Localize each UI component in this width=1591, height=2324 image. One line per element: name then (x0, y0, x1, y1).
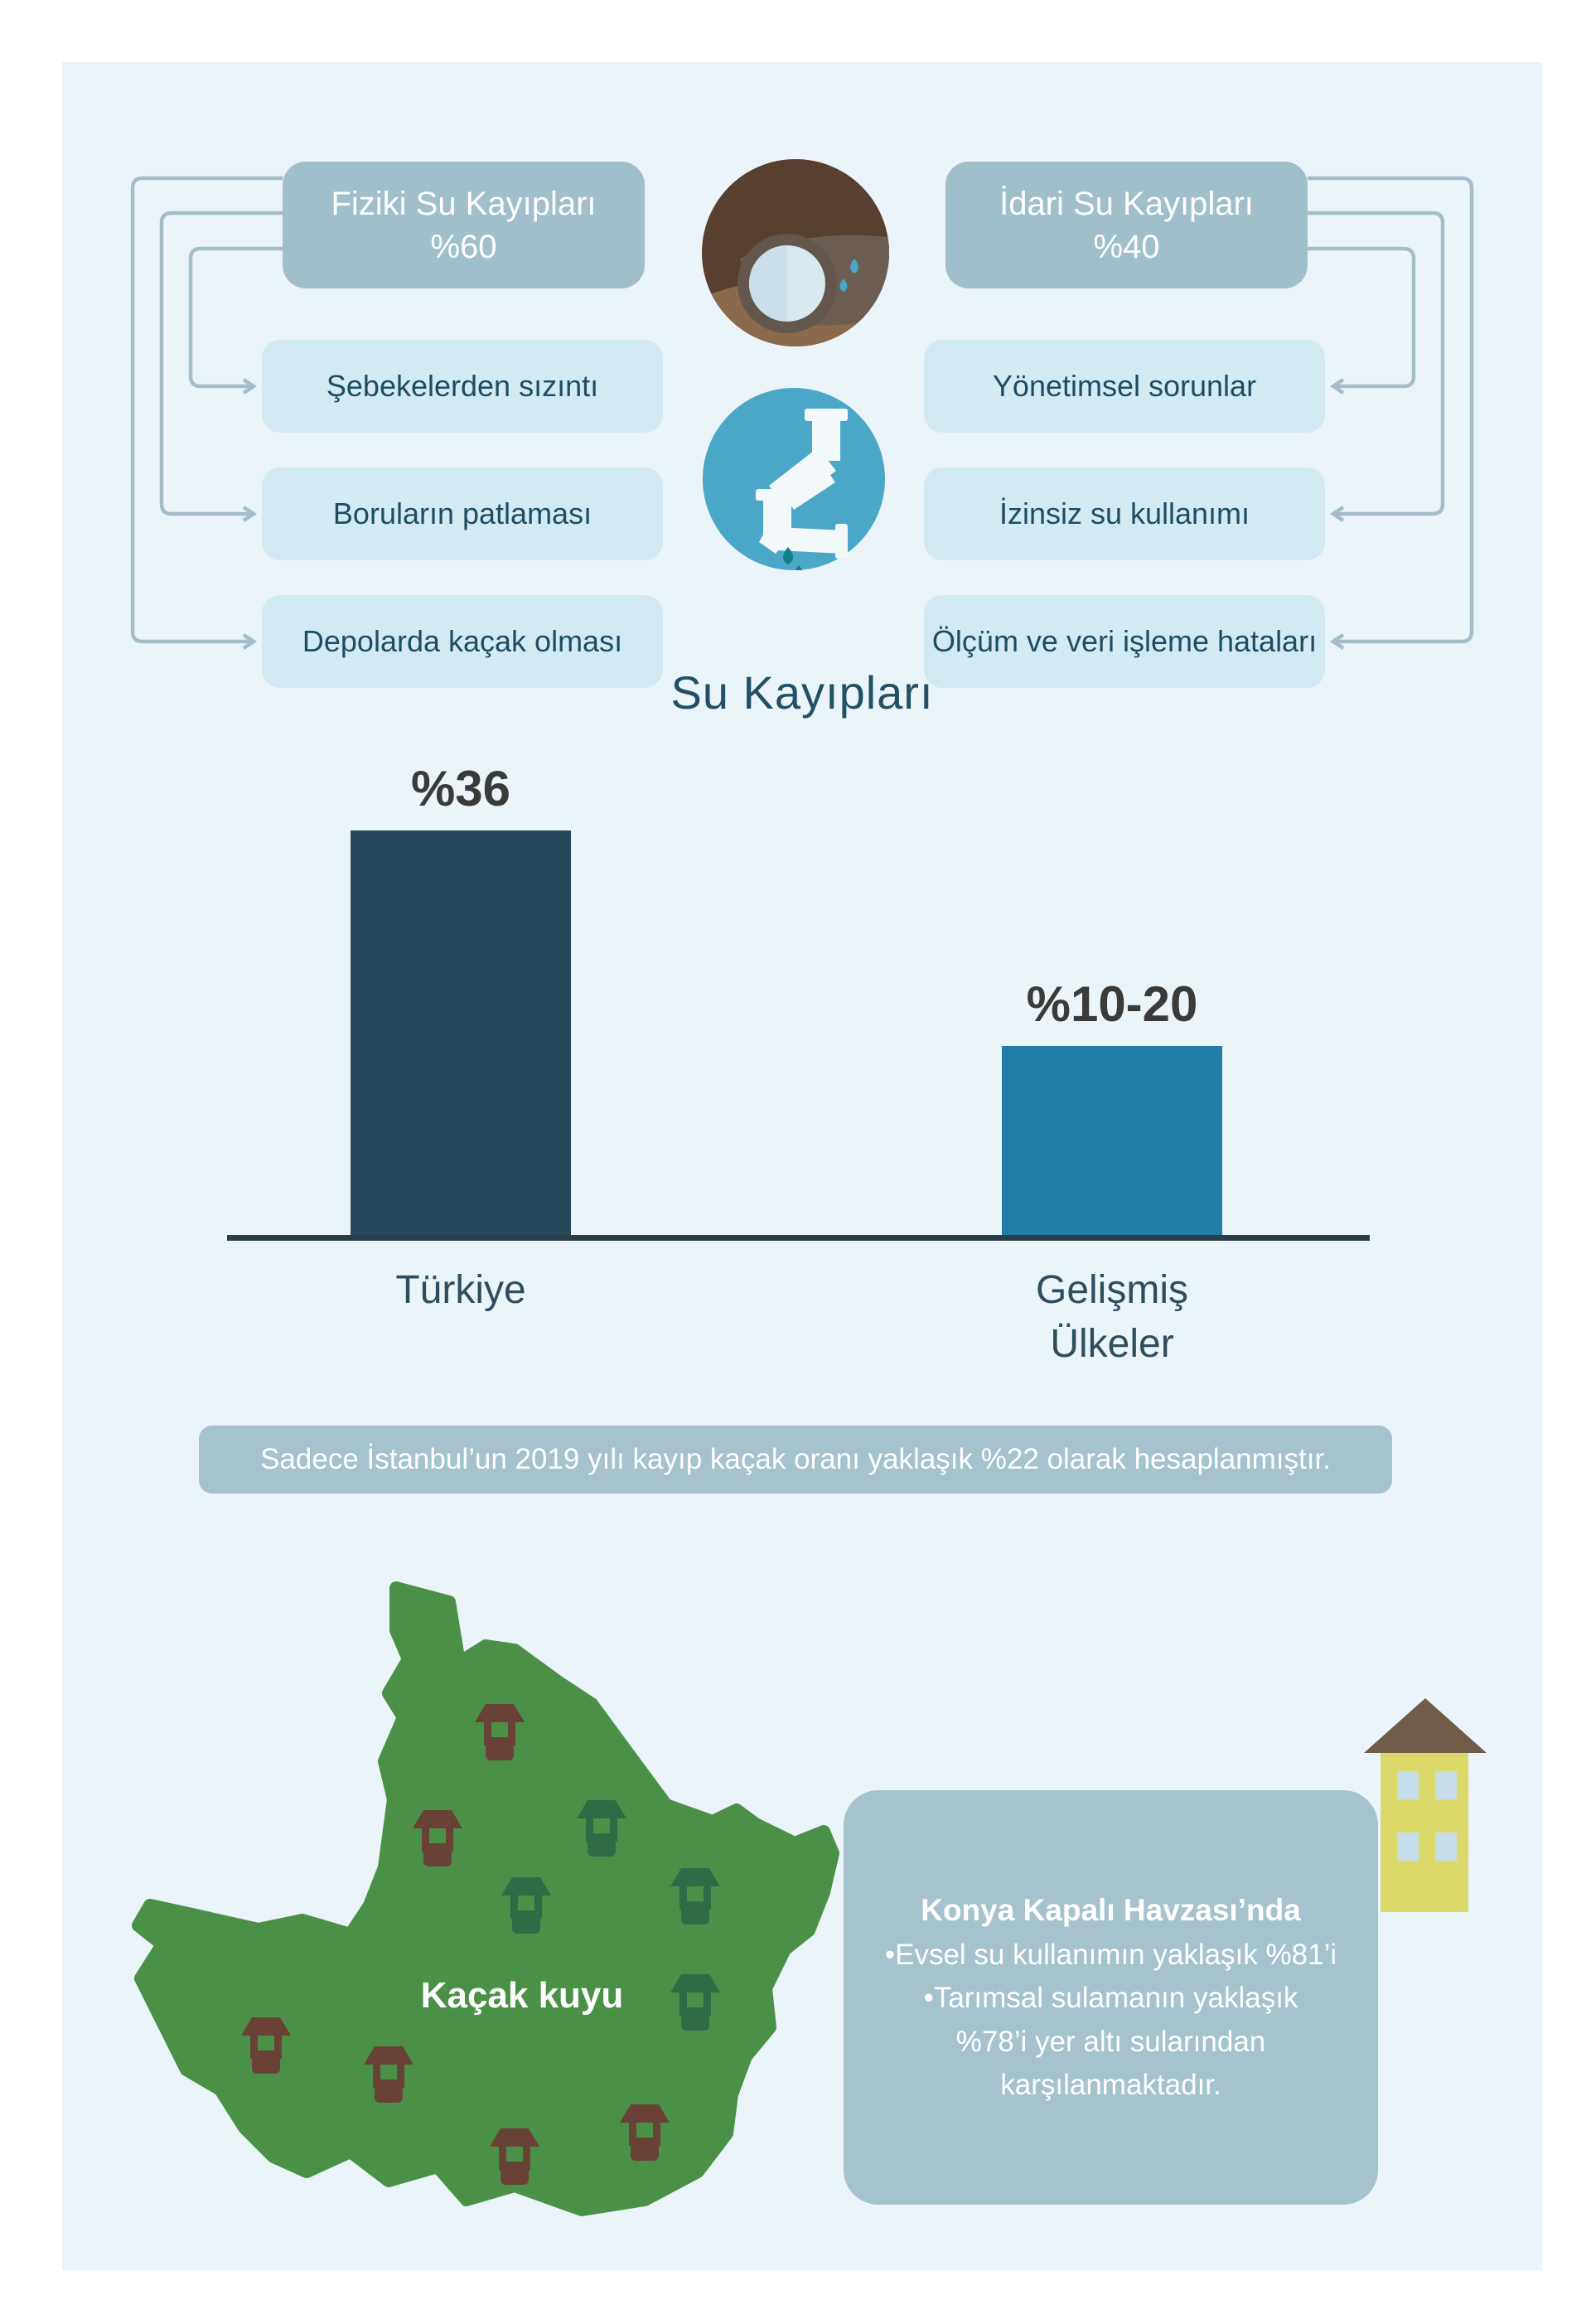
category-label-turkiye (287, 1264, 635, 1318)
administrative-losses-header (945, 162, 1308, 288)
admin-item-unauthorized-use (924, 467, 1325, 560)
category-text: Ülkeler (1050, 1321, 1174, 1366)
bracket-left-outer (133, 178, 283, 642)
bar-turkiye (351, 830, 571, 1238)
info-box-line: %78’i yer altı sularından karşılanmaktadır. (955, 2025, 1266, 2102)
arrow-right-icon (244, 507, 254, 520)
physical-losses-title: Fiziki Su Kayıpları (331, 185, 597, 222)
arrow-right-icon (244, 380, 254, 393)
physical-losses-header (283, 162, 645, 288)
administrative-losses-title: İdari Su Kayıpları (999, 185, 1254, 222)
physical-losses-value: %60 (430, 228, 497, 265)
item-label: Yönetimsel sorunlar (992, 369, 1257, 403)
illegal-well-label: Kaçak kuyu (420, 1975, 624, 2016)
arrow-left-icon (1333, 635, 1343, 648)
istanbul-note-banner (199, 1426, 1392, 1494)
chart-title: Su Kayıpları (670, 666, 934, 719)
infographic-card (62, 62, 1542, 2270)
info-box-line: •Evsel su kullanımın yaklaşık %81’i (884, 1938, 1337, 1971)
arrow-left-icon (1333, 507, 1343, 520)
item-label: Depolarda kaçak olması (302, 624, 623, 658)
banner-text: Sadece İstanbul’un 2019 yılı kayıp kaçak oranı yaklaşık %22 olarak hesaplanmıştır. (260, 1443, 1331, 1475)
item-label: Ölçüm ve veri işleme hataları (931, 624, 1318, 658)
house-icon (1359, 1687, 1492, 1919)
bracket-right-mid (1308, 213, 1443, 514)
admin-item-management (924, 340, 1325, 433)
x-axis-line (227, 1235, 1370, 1241)
bracket-right-outer (1308, 178, 1472, 642)
administrative-losses-value: %40 (1093, 228, 1160, 265)
item-label: Boruların patlaması (332, 496, 592, 530)
category-text: Türkiye (395, 1268, 526, 1312)
basin-region-shape (138, 1588, 833, 2210)
konya-basin-map (95, 1533, 841, 2221)
info-box-line: •Tarımsal sulamanın yaklaşık (923, 1982, 1298, 2015)
underground-pipe-icon (700, 157, 891, 348)
info-box-title: Konya Kapalı Havzası’nda (921, 1893, 1301, 1928)
physical-item-pipe-burst (262, 467, 663, 560)
category-text: Gelişmiş (1035, 1268, 1188, 1312)
category-label-gelismis-ulkeler (938, 1264, 1286, 1372)
bar-group-turkiye (351, 760, 571, 1238)
item-label: Şebekelerden sızıntı (326, 369, 599, 403)
bar-value-label: %10-20 (1026, 976, 1198, 1032)
item-label: İzinsiz su kullanımı (999, 496, 1250, 530)
arrow-right-icon (244, 635, 254, 648)
physical-item-leakage (262, 340, 663, 433)
bar-gelismis-ulkeler (1002, 1046, 1222, 1238)
arrow-left-icon (1333, 380, 1343, 393)
bar-group-gelismis-ulkeler (1002, 976, 1222, 1238)
konya-info-box (844, 1790, 1378, 2205)
leaking-pipe-icon (703, 388, 885, 570)
bar-value-label: %36 (410, 761, 511, 816)
